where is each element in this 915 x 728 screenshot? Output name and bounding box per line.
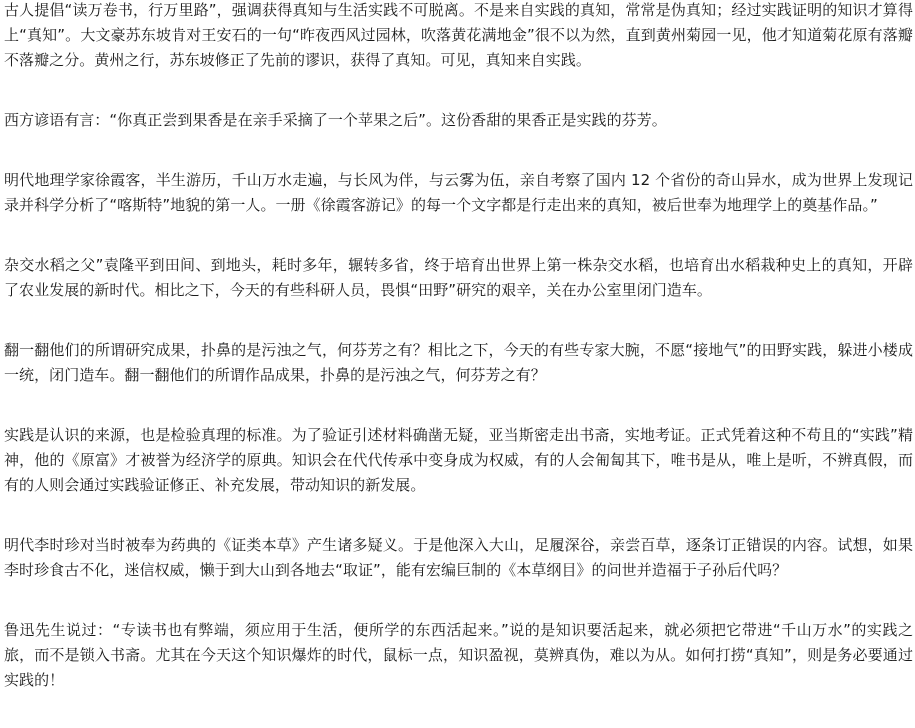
paragraph-3: 明代地理学家徐霞客，半生游历，千山万水走遍，与长风为伴，与云雾为伍，亲自考察了国内 12 个省份的奇山异水，成为世界上发现记录并科学分析了“喀斯特”地貌的第一人。一册《徐霞客游记》的每一个文字都是行走出来的真知，被后世奉为地理学上的奠基作品。” (4, 171, 913, 214)
paragraph-7: 明代李时珍对当时被奉为药典的《证类本草》产生诸多疑义。于是他深入大山，足履深谷，亲尝百草，逐条订正错误的内容。试想，如果李时珍食古不化，迷信权威，懒于到大山到各地去“取证”，能有宏编巨制的《本草纲目》的问世并造福于子孙后代吗？ (4, 536, 913, 579)
paragraph-6: 实践是认识的来源，也是检验真理的标准。为了验证引述材料确凿无疑，亚当斯密走出书斋，实地考证。正式凭着这种不苟且的“实践”精神，他的《原富》才被誉为经济学的原典。知识会在代代传承中变身成为权威，有的人会匍匐其下，唯书是从，唯上是听，不辨真假，而有的人则会通过实践验证修正、补充发展，带动知识的新发展。 (4, 426, 913, 494)
paragraph-4: 杂交水稻之父”袁隆平到田间、到地头，耗时多年，辗转多省，终于培育出世界上第一株杂交水稻，也培育出水稻栽种史上的真知，开辟了农业发展的新时代。相比之下，今天的有些科研人员，畏惧“田野”研究的艰辛，关在办公室里闭门造车。 (4, 256, 913, 299)
paragraph-5: 翻一翻他们的所谓研究成果，扑鼻的是污浊之气，何芬芳之有？相比之下，今天的有些专家大腕，不愿“接地气”的田野实践，躲进小楼成一统，闭门造车。翻一翻他们的所谓作品成果，扑鼻的是污浊之气，何芬芳之有？ (4, 341, 913, 384)
paragraph-1: 古人提倡“读万卷书，行万里路”，强调获得真知与生活实践不可脱离。不是来自实践的真知，常常是伪真知；经过实践证明的知识才算得上“真知”。大文豪苏东坡肯对王安石的一句“昨夜西风过园林，吹落黄花满地金”很不以为然，直到黄州菊园一见，他才知道菊花原有落瓣不落瓣之分。黄州之行，苏东坡修正了先前的谬识，获得了真知。可见，真知来自实践。 (4, 1, 913, 69)
paragraph-8: 鲁迅先生说过：“专读书也有弊端，须应用于生活，便所学的东西活起来。”说的是知识要活起来，就必须把它带进“千山万水”的实践之旅，而不是锁入书斋。尤其在今天这个知识爆炸的时代，鼠标一点，知识盈视，莫辨真伪，难以为从。如何打捞“真知”，则是务必要通过实践的！ (4, 621, 913, 689)
paragraph-2: 西方谚语有言：“你真正尝到果香是在亲手采摘了一个苹果之后”。这份香甜的果香正是实践的芬芳。 (4, 111, 667, 129)
